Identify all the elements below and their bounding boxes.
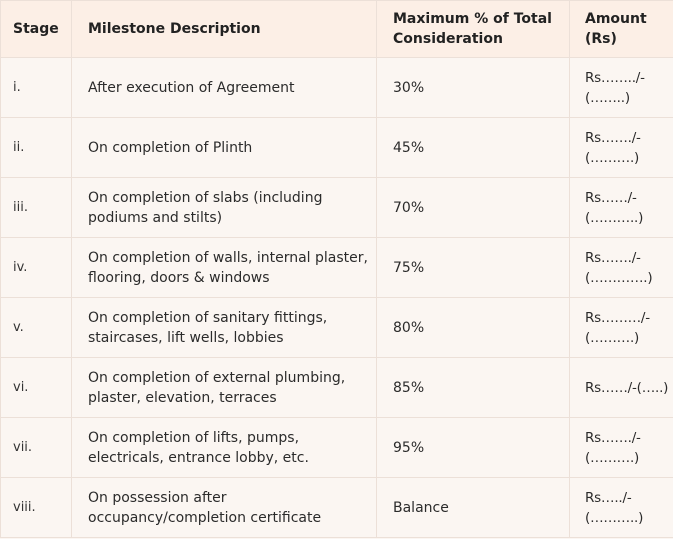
table-row xyxy=(1,478,673,538)
stage-number: vii. xyxy=(13,439,33,455)
stage-number: i. xyxy=(13,79,21,95)
amount-line1: Rs……../- xyxy=(585,69,645,86)
amount-line1: Rs…../- xyxy=(585,489,632,506)
amount-line2: (………….) xyxy=(585,269,653,286)
milestone-cell xyxy=(72,358,377,418)
amount-line2: (………..) xyxy=(585,509,644,526)
milestone-line1: After execution of Agreement xyxy=(88,79,295,96)
amount-cell xyxy=(570,238,673,298)
table-row xyxy=(1,358,673,418)
milestone-line1: On completion of external plumbing, xyxy=(88,369,346,386)
percent-value: 95% xyxy=(393,439,425,456)
amount-header-line1: Amount xyxy=(585,11,647,27)
percent-cell xyxy=(377,58,570,118)
milestone-line2: staircases, lift wells, lobbies xyxy=(88,329,284,346)
stage-number: v. xyxy=(13,319,24,335)
stage-cell xyxy=(1,58,72,118)
amount-line1: Rs……./- xyxy=(585,249,641,266)
amount-line2: (……….) xyxy=(585,329,640,346)
amount-line1: Rs……/-(…..) xyxy=(585,379,669,396)
table-row xyxy=(1,238,673,298)
stage-cell xyxy=(1,118,72,178)
table-row xyxy=(1,298,673,358)
amount-line2: (………..) xyxy=(585,209,644,226)
stage-cell xyxy=(1,358,72,418)
percent-value: 30% xyxy=(393,79,425,96)
milestone-header-label: Milestone Description xyxy=(88,21,261,37)
milestone-line2: flooring, doors & windows xyxy=(88,269,270,286)
stage-number: iv. xyxy=(13,259,28,275)
table-row xyxy=(1,118,673,178)
percent-value: 75% xyxy=(393,259,425,276)
milestone-cell xyxy=(72,58,377,118)
amount-header xyxy=(570,1,673,58)
stage-cell xyxy=(1,478,72,538)
stage-header xyxy=(1,1,72,58)
amount-line2: (……..) xyxy=(585,89,630,106)
table-row xyxy=(1,418,673,478)
percent-header-line1: Maximum % of Total xyxy=(393,11,552,27)
stage-cell xyxy=(1,418,72,478)
milestone-line1: On completion of sanitary fittings, xyxy=(88,309,328,326)
percent-value: 45% xyxy=(393,139,425,156)
percent-value: 85% xyxy=(393,379,425,396)
stage-cell xyxy=(1,298,72,358)
percent-cell xyxy=(377,298,570,358)
milestone-line1: On completion of slabs (including xyxy=(88,189,323,206)
milestone-line2: occupancy/completion certificate xyxy=(88,509,322,526)
amount-cell xyxy=(570,418,673,478)
milestone-cell xyxy=(72,418,377,478)
stage-number: viii. xyxy=(13,499,36,515)
percent-header xyxy=(377,1,570,58)
percent-cell xyxy=(377,118,570,178)
stage-number: vi. xyxy=(13,379,29,395)
stage-cell xyxy=(1,178,72,238)
stage-cell xyxy=(1,238,72,298)
percent-cell xyxy=(377,358,570,418)
amount-cell xyxy=(570,178,673,238)
table-row xyxy=(1,178,673,238)
milestone-line1: On completion of Plinth xyxy=(88,139,253,156)
stage-header-label: Stage xyxy=(13,21,59,37)
milestone-line2: electricals, entrance lobby, etc. xyxy=(88,449,309,466)
amount-line1: Rs……./- xyxy=(585,129,641,146)
milestone-line1: On completion of lifts, pumps, xyxy=(88,429,300,446)
amount-line2: (……….) xyxy=(585,449,640,466)
percent-cell xyxy=(377,238,570,298)
milestone-cell xyxy=(72,298,377,358)
percent-cell xyxy=(377,178,570,238)
amount-line1: Rs………/- xyxy=(585,309,650,326)
amount-cell xyxy=(570,58,673,118)
stage-number: ii. xyxy=(13,139,25,155)
milestone-cell xyxy=(72,238,377,298)
milestone-line2: plaster, elevation, terraces xyxy=(88,389,277,406)
milestone-line1: On completion of walls, internal plaster, xyxy=(88,249,368,266)
amount-line1: Rs……./- xyxy=(585,429,641,446)
percent-value: Balance xyxy=(393,499,449,516)
percent-cell xyxy=(377,418,570,478)
percent-value: 70% xyxy=(393,199,425,216)
stage-number: iii. xyxy=(13,199,28,215)
amount-cell xyxy=(570,478,673,538)
percent-header-line2: Consideration xyxy=(393,31,503,47)
amount-cell xyxy=(570,358,673,418)
percent-cell xyxy=(377,478,570,538)
milestone-line2: podiums and stilts) xyxy=(88,209,223,226)
amount-cell xyxy=(570,118,673,178)
percent-value: 80% xyxy=(393,319,425,336)
amount-header-line2: (Rs) xyxy=(585,31,617,47)
milestone-cell xyxy=(72,178,377,238)
table-header-row xyxy=(1,1,673,58)
milestone-line1: On possession after xyxy=(88,489,227,506)
milestone-cell xyxy=(72,478,377,538)
milestone-header xyxy=(72,1,377,58)
amount-line2: (……….) xyxy=(585,149,640,166)
milestone-cell xyxy=(72,118,377,178)
amount-line1: Rs……/- xyxy=(585,189,637,206)
table-row xyxy=(1,58,673,118)
amount-cell xyxy=(570,298,673,358)
